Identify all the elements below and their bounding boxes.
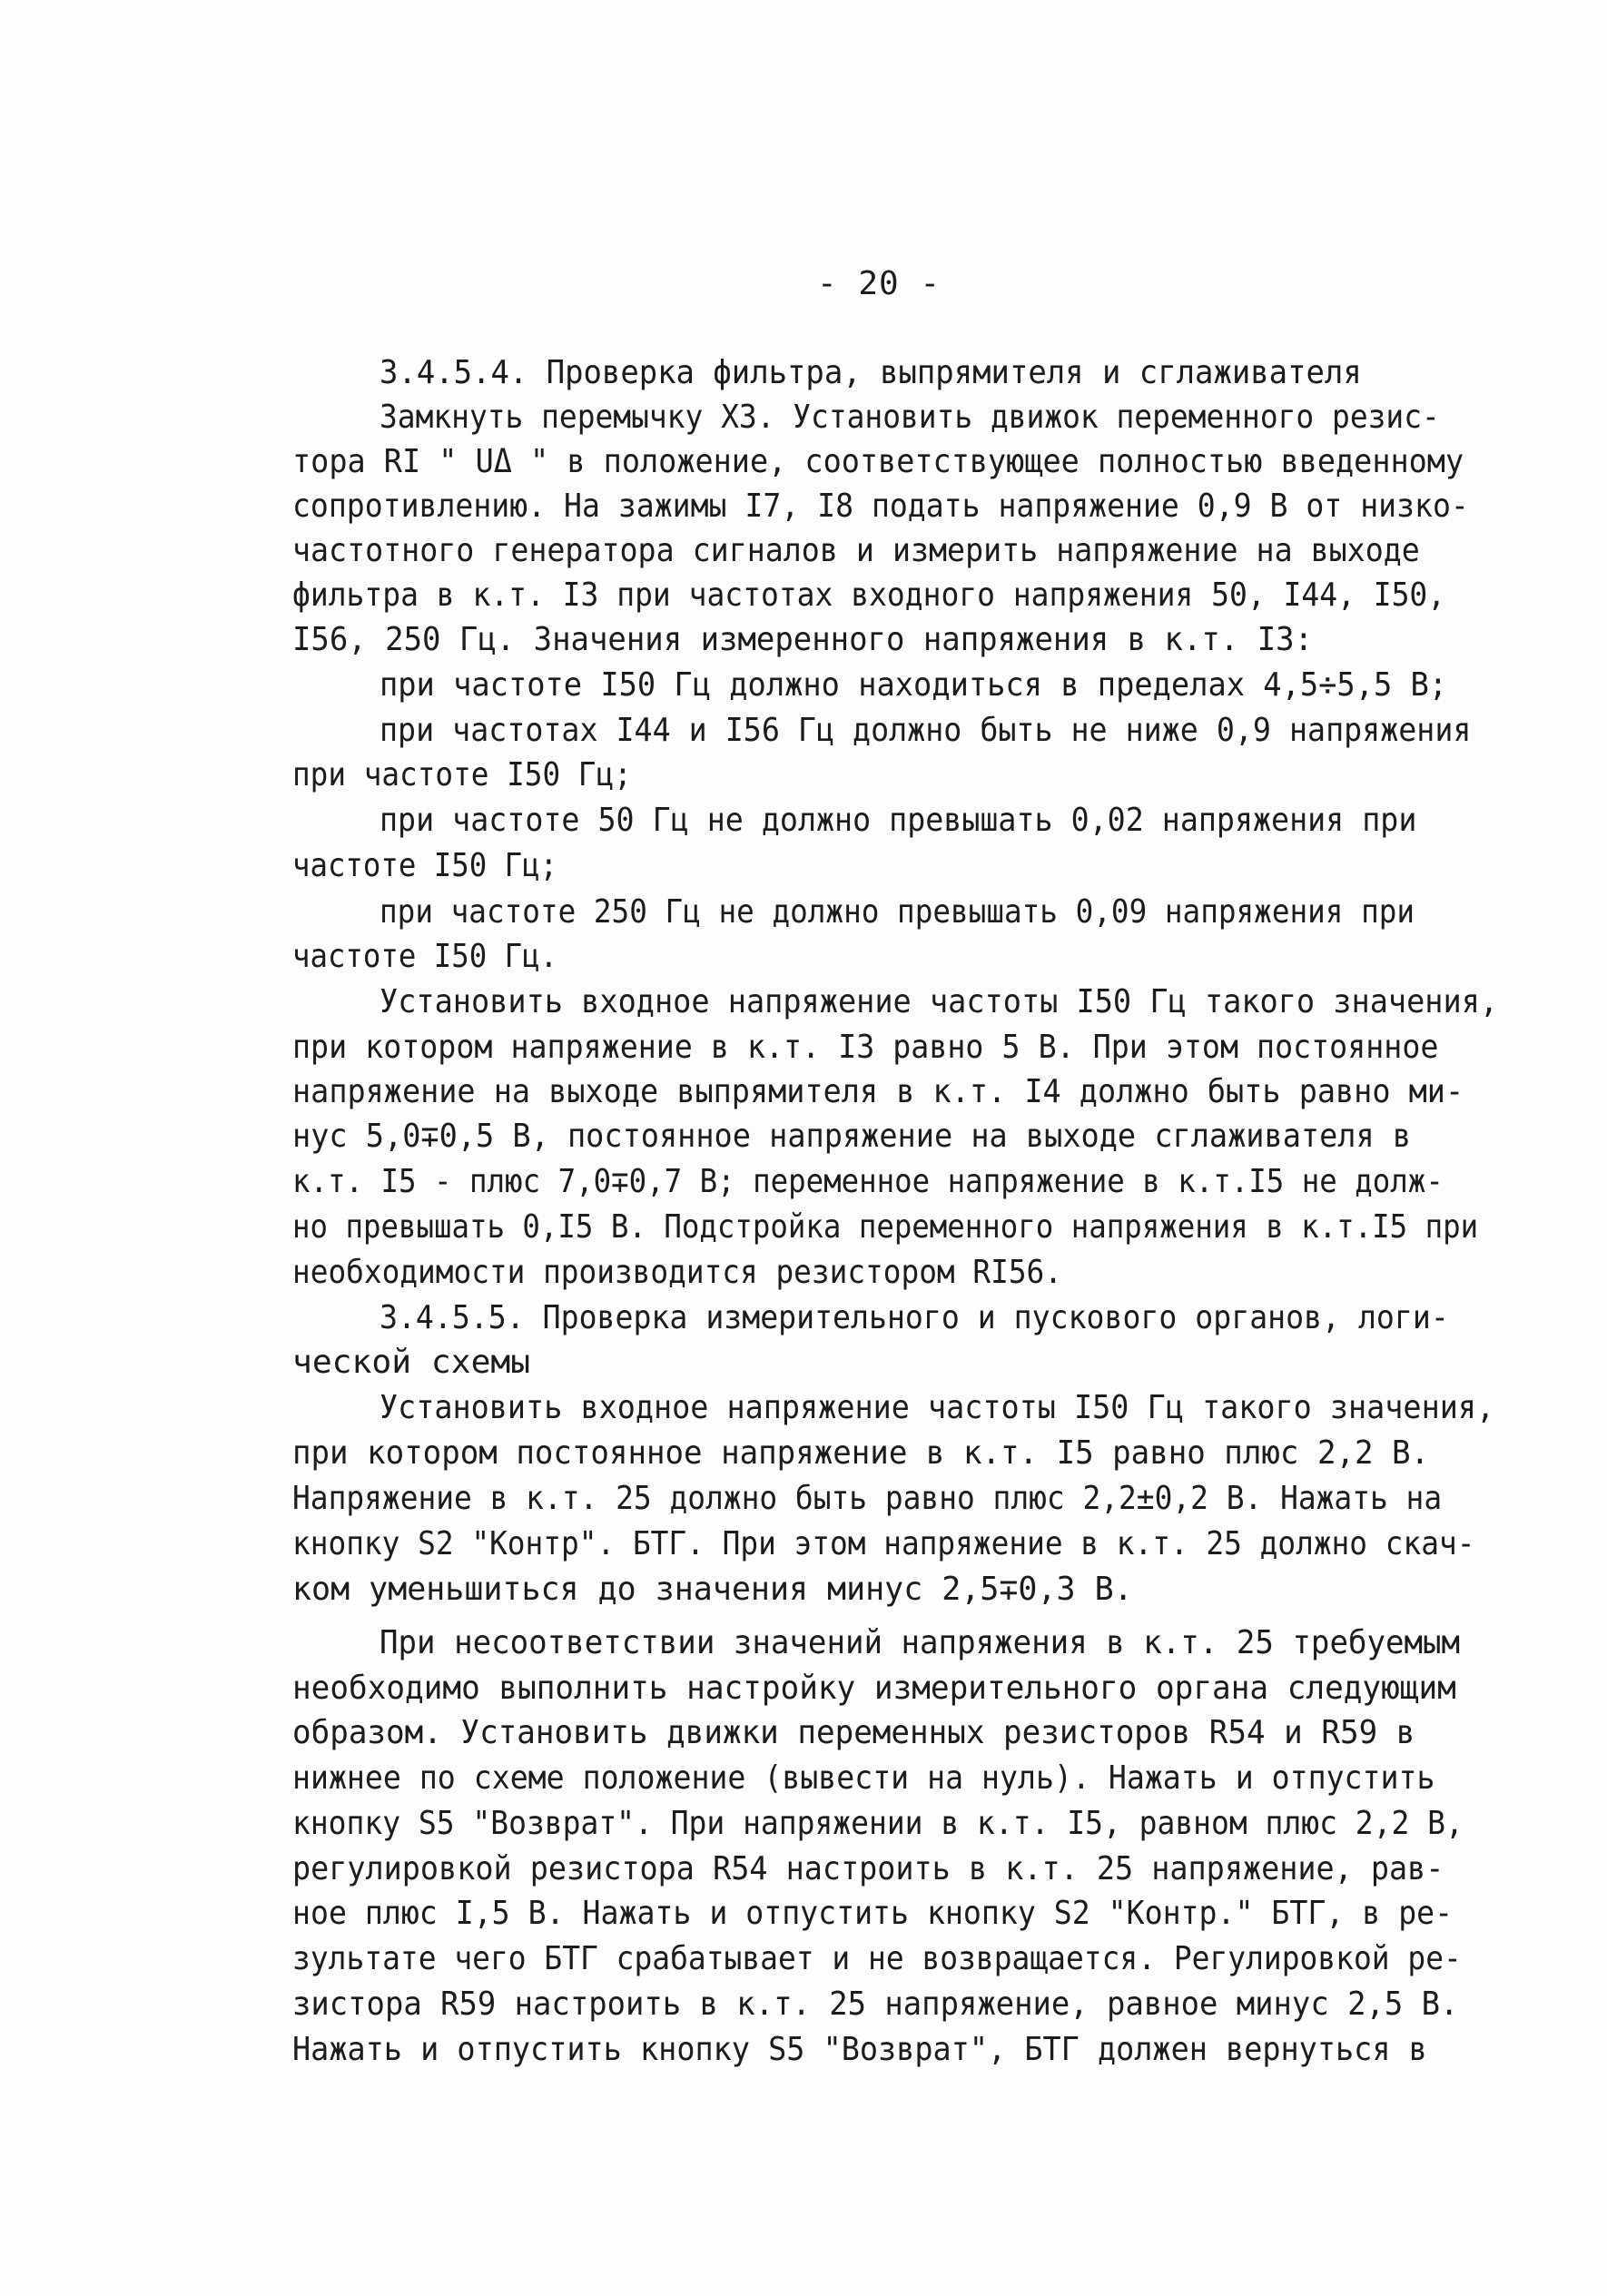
text-line: при котором постоянное напряжение в к.т. I5 равно плюс 2,2 В. xyxy=(292,1434,1430,1472)
text-line: к.т. I5 - плюс 7,0∓0,7 В; переменное напряжение в к.т.I5 не долж- xyxy=(292,1163,1444,1200)
text-line: зистора R59 настроить в к.т. 25 напряжение, равное минус 2,5 В. xyxy=(292,1986,1459,2023)
text-line: Установить входное напряжение частоты I50 Гц такого значения, xyxy=(380,983,1499,1020)
text-line: Нажать и отпустить кнопку S5 "Возврат", БТГ должен вернуться в xyxy=(292,2031,1427,2068)
section-heading: ческой схемы xyxy=(292,1344,531,1381)
text-line: напряжение на выходе выпрямителя в к.т. I4 должно быть равно ми- xyxy=(292,1073,1464,1110)
text-line: частоте I50 Гц. xyxy=(292,938,558,975)
page-number: - 20 - xyxy=(817,265,942,302)
text-line: при частотах I44 и I56 Гц должно быть не ниже 0,9 напряжения xyxy=(380,712,1472,749)
text-line: Установить входное напряжение частоты I50 Гц такого значения, xyxy=(380,1389,1495,1426)
text-line: зультате чего БТГ срабатывает и не возвращается. Регулировкой ре- xyxy=(292,1940,1462,1977)
text-line: при частоте I50 Гц; xyxy=(292,756,632,793)
text-line: при котором напряжение в к.т. I3 равно 5 В. При этом постоянное xyxy=(292,1029,1439,1066)
text-line: I56, 250 Гц. Значения измеренного напряжения в к.т. I3: xyxy=(292,621,1314,658)
text-line: кнопку S5 "Возврат". При напряжении в к.т. I5, равном плюс 2,2 В, xyxy=(292,1805,1464,1842)
section-heading: 3.4.5.5. Проверка измерительного и пускового органов, логи- xyxy=(380,1299,1449,1336)
text-line: ное плюс I,5 В. Нажать и отпустить кнопку S2 "Контр." БТГ, в ре- xyxy=(292,1895,1454,1932)
text-line: Замкнуть перемычку ХЗ. Установить движок переменного резис- xyxy=(380,399,1440,436)
text-line: необходимо выполнить настройку измерительного органа следующим xyxy=(292,1670,1456,1707)
text-line: сопротивлению. На зажимы I7, I8 подать напряжение 0,9 В от низко- xyxy=(292,488,1469,525)
text-line: При несоответствии значений напряжения в к.т. 25 требуемым xyxy=(380,1624,1461,1661)
text-line: частоте I50 Гц; xyxy=(292,847,558,884)
text-line: при частоте 50 Гц не должно превышать 0,02 напряжения при xyxy=(380,802,1417,839)
text-line: нижнее по схеме положение (вывести на нуль). Нажать и отпустить xyxy=(292,1759,1435,1797)
text-line: при частоте I50 Гц должно находиться в пределах 4,5÷5,5 В; xyxy=(380,666,1448,704)
text-line: нус 5,0∓0,5 В, постоянное напряжение на выходе сглаживателя в xyxy=(292,1118,1412,1155)
text-line: ком уменьшиться до значения минус 2,5∓0,3 В. xyxy=(292,1571,1133,1608)
text-line: кнопку S2 "Контр". БТГ. При этом напряжение в к.т. 25 должно скач- xyxy=(292,1525,1475,1562)
text-line: необходимости производится резистором RI56. xyxy=(292,1254,1062,1291)
text-line: тора RI " UΔ " в положение, соответствующее полностью введенному xyxy=(292,443,1464,480)
text-line: образом. Установить движки переменных резисторов R54 и R59 в xyxy=(292,1714,1415,1751)
text-line: регулировкой резистора R54 настроить в к.т. 25 напряжение, рав- xyxy=(292,1850,1444,1887)
text-line: частотного генератора сигналов и измерить напряжение на выходе xyxy=(292,532,1420,569)
text-line: Напряжение в к.т. 25 должно быть равно плюс 2,2±0,2 В. Нажать на xyxy=(292,1480,1443,1517)
text-line: фильтра в к.т. I3 при частотах входного напряжения 50, I44, I50, xyxy=(292,576,1446,614)
section-heading: 3.4.5.4. Проверка фильтра, выпрямителя и сглаживателя xyxy=(380,354,1362,391)
text-line: при частоте 250 Гц не должно превышать 0,09 напряжения при xyxy=(380,893,1415,931)
text-line: но превышать 0,I5 В. Подстройка переменного напряжения в к.т.I5 при xyxy=(292,1208,1479,1246)
